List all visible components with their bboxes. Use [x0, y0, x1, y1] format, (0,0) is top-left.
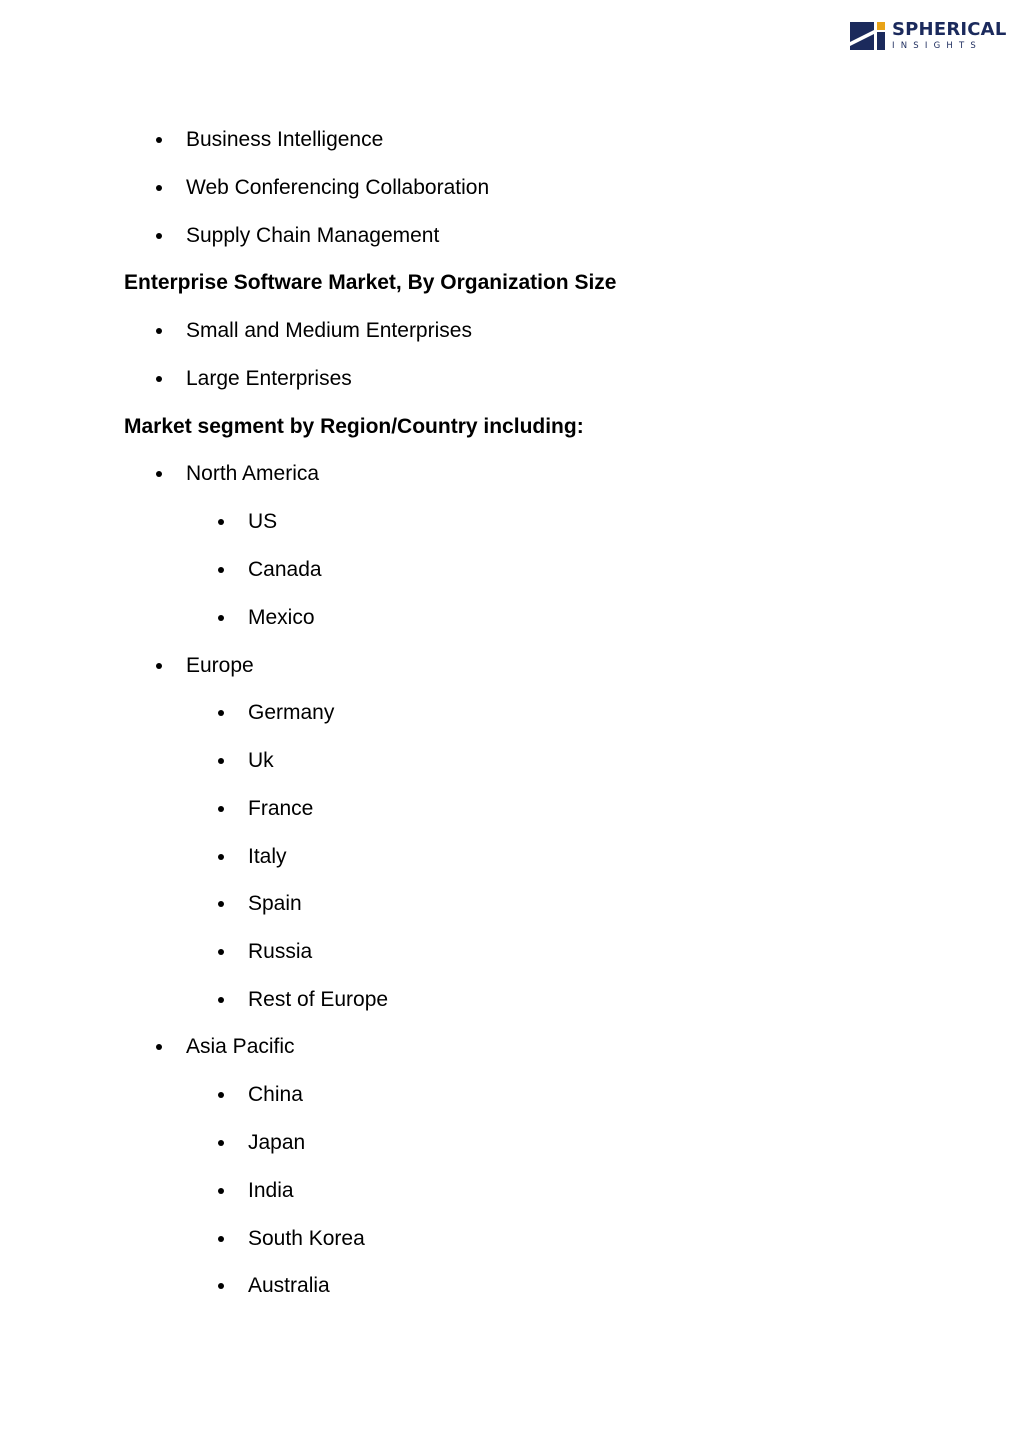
bullet-icon: [156, 376, 162, 382]
country-item: [218, 845, 287, 869]
list-item: [156, 176, 489, 200]
list-item: [156, 367, 352, 391]
list-item: [156, 224, 439, 248]
country-item: [218, 1274, 330, 1298]
bullet-icon: [218, 758, 224, 764]
bullet-icon: [218, 1092, 224, 1098]
country-item: [218, 606, 315, 630]
bullet-icon: [218, 901, 224, 907]
country-item: [218, 1227, 365, 1251]
region-name: North America: [186, 462, 320, 485]
country-name: Italy: [248, 845, 287, 868]
list-item-text: Web Conferencing Collaboration: [186, 176, 490, 199]
bullet-icon: [156, 137, 162, 143]
country-name: China: [248, 1083, 303, 1106]
section-heading-region: Market segment by Region/Country including:: [124, 415, 584, 438]
bullet-icon: [218, 1140, 224, 1146]
country-item: [218, 797, 313, 821]
country-name: Rest of Europe: [248, 988, 389, 1011]
region-name: Asia Pacific: [186, 1035, 295, 1058]
country-item: [218, 510, 277, 534]
section-heading-organization-size: Enterprise Software Market, By Organization Size: [124, 271, 617, 294]
region-item-north-america: [156, 462, 319, 486]
logo-name: SPHERICAL: [892, 19, 1007, 41]
bullet-icon: [218, 854, 224, 860]
country-name: US: [248, 510, 278, 533]
logo-subtitle: INSIGHTS: [892, 41, 982, 52]
country-item: [218, 892, 302, 916]
spherical-insights-logo: [850, 20, 1007, 52]
bullet-icon: [156, 185, 162, 191]
country-name: Uk: [248, 749, 274, 772]
bullet-icon: [156, 663, 162, 669]
country-item: [218, 988, 388, 1012]
country-item: [218, 749, 274, 773]
country-name: Australia: [248, 1274, 330, 1297]
bullet-icon: [218, 806, 224, 812]
list-item-text: Large Enterprises: [186, 367, 352, 390]
region-item-europe: [156, 654, 254, 678]
country-item: [218, 940, 312, 964]
country-name: Canada: [248, 558, 322, 581]
bullet-icon: [218, 710, 224, 716]
country-name: Germany: [248, 701, 335, 724]
country-name: India: [248, 1179, 294, 1202]
region-name: Europe: [186, 654, 254, 677]
logo-mark-icon: [850, 20, 886, 52]
list-item: [156, 319, 472, 343]
bullet-icon: [156, 233, 162, 239]
bullet-icon: [156, 1044, 162, 1050]
country-name: Spain: [248, 892, 302, 915]
list-item: [156, 128, 383, 152]
country-item: [218, 558, 322, 582]
country-item: [218, 1131, 305, 1155]
bullet-icon: [218, 1283, 224, 1289]
country-item: [218, 701, 334, 725]
bullet-icon: [218, 949, 224, 955]
country-item: [218, 1179, 294, 1203]
bullet-icon: [218, 997, 224, 1003]
country-name: Mexico: [248, 606, 315, 629]
bullet-icon: [218, 1188, 224, 1194]
country-name: France: [248, 797, 314, 820]
list-item-text: Small and Medium Enterprises: [186, 319, 472, 342]
bullet-icon: [218, 567, 224, 573]
country-name: Japan: [248, 1131, 306, 1154]
bullet-icon: [156, 328, 162, 334]
bullet-icon: [156, 471, 162, 477]
country-name: South Korea: [248, 1227, 365, 1250]
bullet-icon: [218, 615, 224, 621]
bullet-icon: [218, 1236, 224, 1242]
region-item-asia-pacific: [156, 1035, 295, 1059]
country-name: Russia: [248, 940, 313, 963]
list-item-text: Business Intelligence: [186, 128, 384, 151]
bullet-icon: [218, 519, 224, 525]
country-item: [218, 1083, 303, 1107]
list-item-text: Supply Chain Management: [186, 224, 440, 247]
